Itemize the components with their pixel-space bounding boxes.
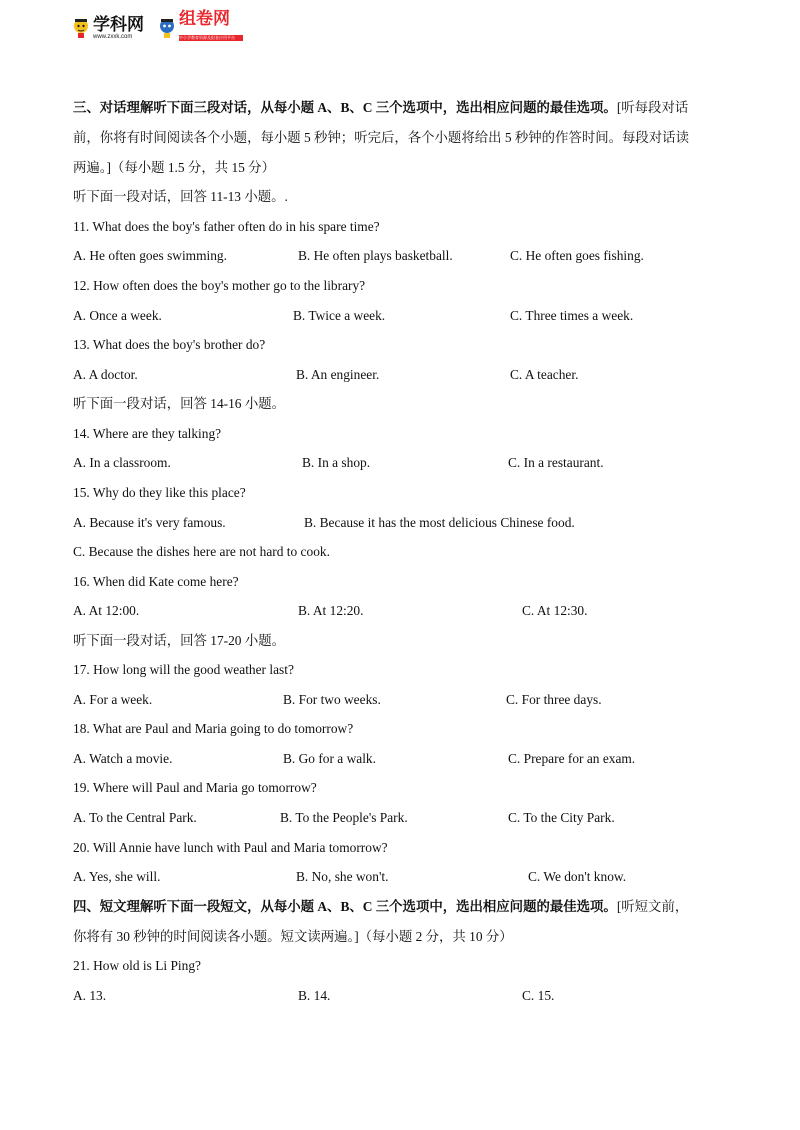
instruction-14-16: 听下面一段对话，回答 14-16 小题。 xyxy=(73,396,286,411)
option-c: C. 15. xyxy=(522,988,555,1003)
section4-title-rest: [听短文前， xyxy=(616,899,689,914)
option-b: B. Because it has the most delicious Chinese food. xyxy=(304,515,575,530)
question-options xyxy=(73,367,713,383)
option-c: C. To the City Park. xyxy=(508,810,615,825)
instruction-17-20: 听下面一段对话，回答 17-20 小题。 xyxy=(73,633,286,648)
question-options xyxy=(73,515,713,531)
zjw-mascot-icon xyxy=(158,17,176,39)
option-c: C. A teacher. xyxy=(510,367,579,382)
question-options xyxy=(73,248,713,264)
zjw-logo xyxy=(158,10,243,46)
section4-title xyxy=(73,899,688,915)
option-b: B. No, she won't. xyxy=(296,869,389,884)
question-stem: 17. How long will the good weather last? xyxy=(73,662,294,677)
question-options xyxy=(73,308,713,324)
question-stem: 20. Will Annie have lunch with Paul and Maria tomorrow? xyxy=(73,840,388,855)
option-b: B. Go for a walk. xyxy=(283,751,376,766)
header-logos xyxy=(72,10,257,46)
xkw-logo-name: 学科网 xyxy=(93,14,144,35)
question-options xyxy=(73,751,713,767)
option-a: A. At 12:00. xyxy=(73,603,140,618)
question-stem: 12. How often does the boy's mother go to the library? xyxy=(73,278,366,293)
instruction-11-13: 听下面一段对话，回答 11-13 小题。. xyxy=(73,189,288,204)
option-a: A. In a classroom. xyxy=(73,455,171,470)
option-c: C. Prepare for an exam. xyxy=(508,751,636,766)
question-options xyxy=(73,869,713,885)
section3-title-rest: [听每段对话 xyxy=(616,100,689,115)
question-stem: 18. What are Paul and Maria going to do tomorrow? xyxy=(73,721,354,736)
zjw-logo-tagline: 中小学教育资源及组卷应用平台 xyxy=(179,35,243,41)
option-b: B. At 12:20. xyxy=(298,603,364,618)
option-a: A. He often goes swimming. xyxy=(73,248,227,263)
question-stem: 15. Why do they like this place? xyxy=(73,485,246,500)
question-options xyxy=(73,603,713,619)
question-stem: 16. When did Kate come here? xyxy=(73,574,239,589)
option-a: A. Once a week. xyxy=(73,308,162,323)
option-c: C. Three times a week. xyxy=(510,308,634,323)
section4-title-bold: 四、短文理解听下面一段短文，从每小题 A、B、C 三个选项中，选出相应问题的最佳选项。 xyxy=(73,899,617,914)
option-c: C. We don't know. xyxy=(528,869,627,884)
option-a: A. A doctor. xyxy=(73,367,138,382)
option-b: B. Twice a week. xyxy=(293,308,386,323)
option-a: A. To the Central Park. xyxy=(73,810,197,825)
section3-line3: 两遍。]（每小题 1.5 分，共 15 分） xyxy=(73,160,275,175)
question-stem: 19. Where will Paul and Maria go tomorrow? xyxy=(73,780,317,795)
question-options xyxy=(73,692,713,708)
option-b: B. 14. xyxy=(298,988,331,1003)
xkw-logo-url: www.zxxk.com xyxy=(93,33,133,40)
option-c: C. Because the dishes here are not hard to cook. xyxy=(73,544,330,559)
option-a: A. Because it's very famous. xyxy=(73,515,226,530)
question-stem: 21. How old is Li Ping? xyxy=(73,958,201,973)
option-a: A. Yes, she will. xyxy=(73,869,161,884)
option-b: B. To the People's Park. xyxy=(280,810,408,825)
option-a: A. For a week. xyxy=(73,692,153,707)
xkw-logo xyxy=(72,16,144,41)
question-options xyxy=(73,455,713,471)
question-options xyxy=(73,988,713,1004)
option-c: C. He often goes fishing. xyxy=(510,248,644,263)
option-c: C. In a restaurant. xyxy=(508,455,604,470)
zjw-logo-name: 组卷网 xyxy=(179,9,230,29)
xkw-mascot-icon xyxy=(72,17,90,39)
option-c: C. At 12:30. xyxy=(522,603,588,618)
question-stem: 13. What does the boy's brother do? xyxy=(73,337,266,352)
option-a: A. Watch a movie. xyxy=(73,751,173,766)
section3-title xyxy=(73,100,688,116)
option-b: B. An engineer. xyxy=(296,367,380,382)
option-b: B. He often plays basketball. xyxy=(298,248,453,263)
section3-line2: 前，你将有时间阅读各个小题，每小题 5 秒钟；听完后，各个小题将给出 5 秒钟的作答时间。每段对话读 xyxy=(73,130,689,145)
section3-title-bold: 三、对话理解听下面三段对话，从每小题 A、B、C 三个选项中，选出相应问题的最佳选项。 xyxy=(73,100,617,115)
section4-line2: 你将有 30 秒钟的时间阅读各小题。短文读两遍。]（每小题 2 分，共 10 分） xyxy=(73,929,513,944)
option-b: B. In a shop. xyxy=(302,455,371,470)
question-options xyxy=(73,810,713,826)
question-stem: 14. Where are they talking? xyxy=(73,426,222,441)
option-c: C. For three days. xyxy=(506,692,602,707)
option-b: B. For two weeks. xyxy=(283,692,381,707)
option-a: A. 13. xyxy=(73,988,107,1003)
question-stem: 11. What does the boy's father often do in his spare time? xyxy=(73,219,380,234)
